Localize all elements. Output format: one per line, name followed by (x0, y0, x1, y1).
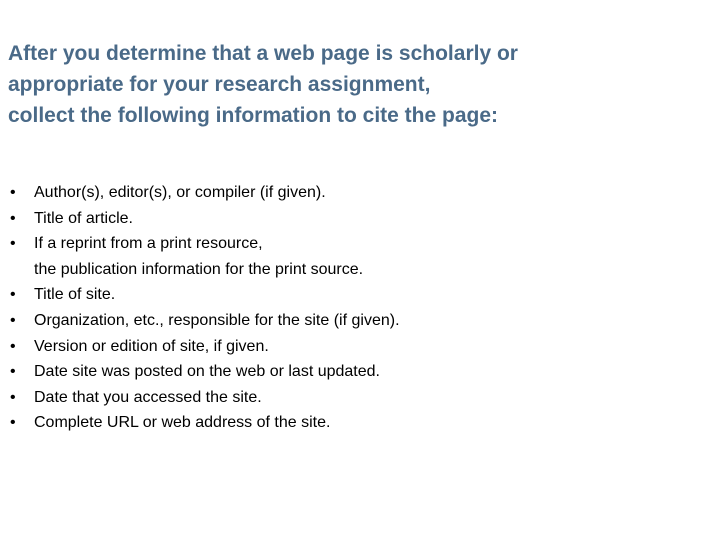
list-item (0, 359, 700, 385)
bullet-icon: • (10, 311, 16, 329)
list-item (0, 385, 700, 411)
list-item-text: Complete URL or web address of the site. (34, 414, 331, 432)
list-item (0, 308, 700, 334)
heading-line: appropriate for your research assignment, (8, 73, 431, 96)
heading-line: collect the following information to cite the page: (8, 104, 499, 127)
bullet-icon: • (10, 337, 16, 355)
list-item (0, 282, 700, 308)
list-item-text: Date that you accessed the site. (34, 388, 262, 406)
list-item (0, 180, 700, 206)
list-item (0, 231, 700, 282)
bullet-icon: • (10, 388, 16, 406)
slide-heading (8, 38, 708, 131)
list-item-text: Author(s), editor(s), or compiler (if given). (34, 184, 326, 201)
heading-line: After you determine that a web page is scholarly or (8, 42, 518, 65)
list-item-text: Organization, etc., responsible for the site (if given). (34, 311, 400, 329)
list-item (0, 410, 700, 436)
citation-info-list (0, 180, 700, 436)
bullet-icon: • (10, 286, 16, 304)
list-item-text: Title of site. (34, 286, 116, 304)
list-item-text: Title of article. (34, 209, 133, 227)
list-item (0, 334, 700, 360)
list-item-text: Version or edition of site, if given. (34, 337, 269, 355)
bullet-icon: • (10, 414, 16, 432)
bullet-icon: • (10, 209, 16, 227)
bullet-icon: • (10, 363, 16, 381)
list-item (0, 206, 700, 232)
list-item-text: Date site was posted on the web or last updated. (34, 363, 380, 381)
bullet-icon: • (10, 235, 16, 253)
list-item-text: If a reprint from a print resource, (34, 235, 263, 253)
list-item-text-continued: the publication information for the print source. (34, 260, 364, 278)
bullet-icon: • (10, 184, 16, 201)
